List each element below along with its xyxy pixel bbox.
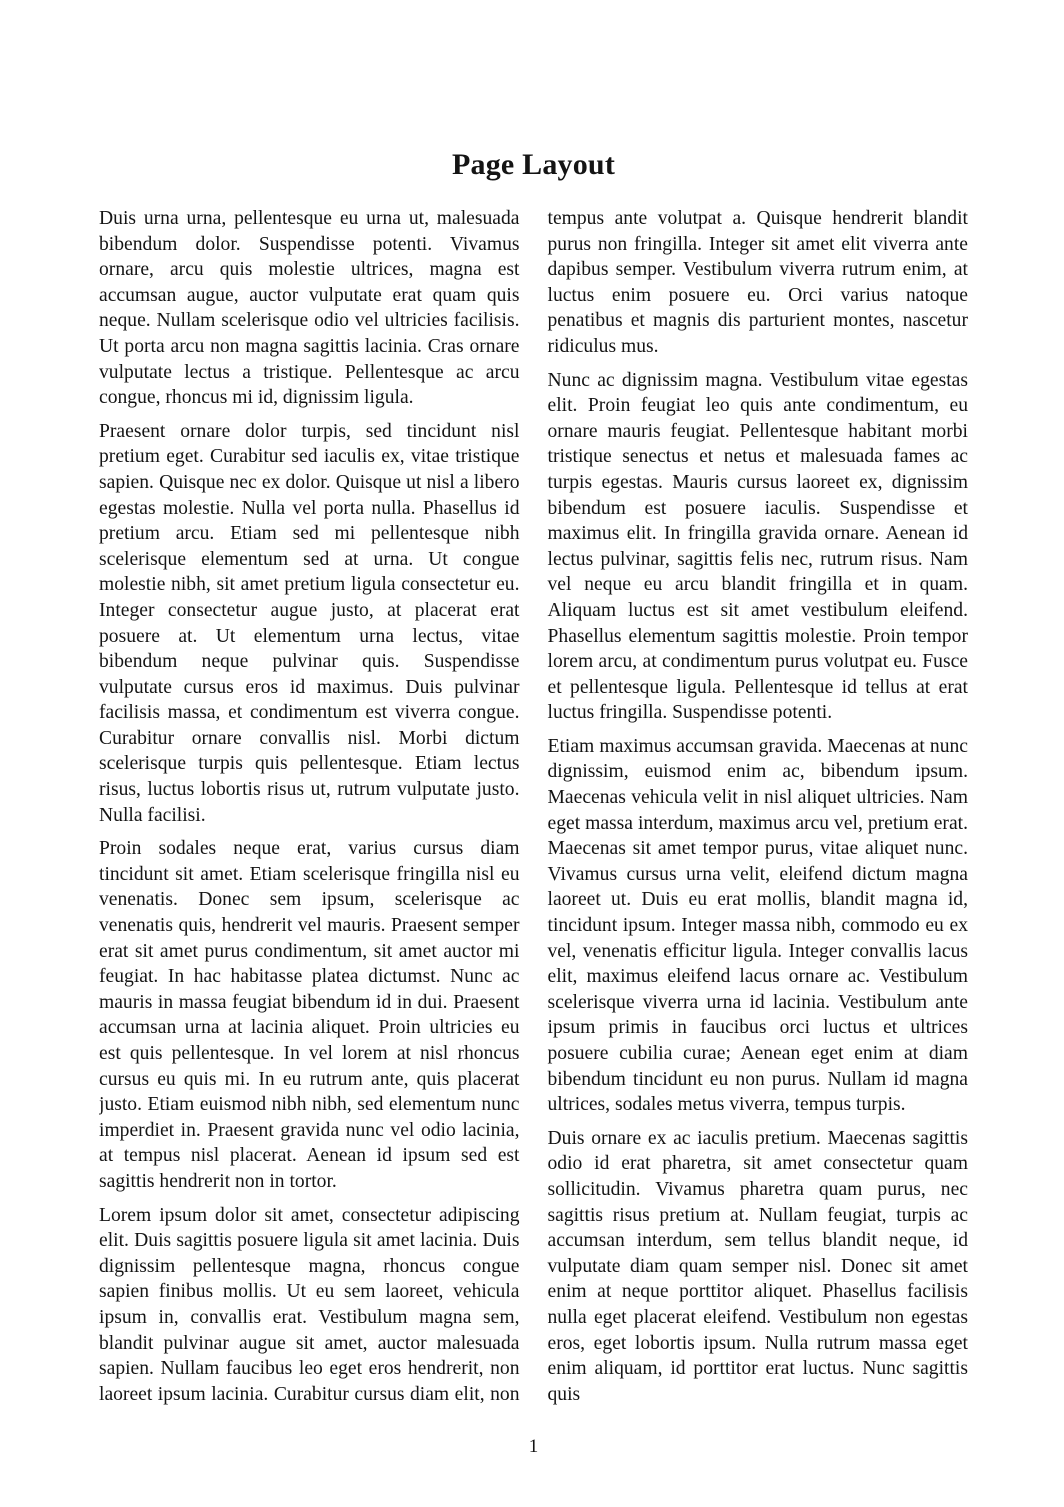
paragraph: Duis ornare ex ac iaculis pretium. Maecenas sagittis odio id erat pharetra, sit amet consectetur quam sollicitudin. Vivamus pharetra quam purus, nec sagittis risus pretium at. Nullam feugiat, turpis ac accumsan interdum, sem tellus blandit neque, id vulputate diam quam semper nisl. Donec sit amet enim at neque porttitor aliquet. Phasellus facilisis nulla eget placerat eleifend. Vestibulum non egestas eros, eget lobortis ipsum. Nulla rutrum massa eget enim aliquam, id porttitor erat luctus. Nunc sagittis quis	[547, 1127, 968, 1405]
paragraph: Lorem ipsum dolor sit amet, consectetur adipiscing elit. Duis sagittis posuere ligula sit amet lacinia. Duis dignissim pellentesque magna, rhoncus congue sapien finibus mollis. Ut eu sem laoreet, vehicula ipsum in, convallis erat. Vestibulum magna sem, blandit pulvinar augue sit amet, auctor malesuada sapien. Nullam faucibus leo eget eros hendrerit, non laoreet ipsum lacinia. Curabitur cursus diam elit, non tempus ante volutpat a. Quisque hendrerit blandit purus non fringilla. Integer sit amet elit viverra ante dapibus semper. Vestibulum viverra rutrum enim, at luctus enim posuere eu. Orci varius natoque penatibus et magnis dis parturient montes, nascetur ridiculus mus.	[99, 208, 968, 1405]
paragraph: Duis urna urna, pellentesque eu urna ut, malesuada bibendum dolor. Suspendisse potenti. Vivamus ornare, arcu quis molestie ultrices, magna est accumsan augue, auctor vulputate erat quam quis neque. Nullam scelerisque odio vel ultricies facilisis. Ut porta arcu non magna sagittis lacinia. Cras ornare vulputate lectus a tristique. Pellentesque ac arcu congue, rhoncus mi id, dignissim ligula.	[99, 208, 520, 409]
paragraph: Etiam maximus accumsan gravida. Maecenas at nunc dignissim, euismod enim ac, bibendum ipsum. Maecenas vehicula velit in nisl aliquet ultricies. Nam eget massa interdum, maximus arcu vel, pretium erat. Maecenas sit amet tempor purus, vitae aliquet nunc. Vivamus cursus urna velit, eleifend dictum magna laoreet ut. Duis eu erat mollis, blandit magna id, tincidunt ipsum. Integer massa nibh, commodo eu ex vel, venenatis efficitur ligula. Integer convallis lacus elit, maximus eleifend lacus ornare ac. Vestibulum scelerisque viverra urna id lacinia. Vestibulum ante ipsum primis in faucibus orci luctus et ultrices posuere cubilia curae; Aenean eget enim at diam bibendum tincidunt eu non purus. Nullam id magna ultrices, sodales metus viverra, tempus turpis.	[547, 735, 968, 1116]
two-column-body	[99, 206, 968, 1408]
page-title: Page Layout	[451, 148, 616, 182]
paragraph: Proin sodales neque erat, varius cursus diam tincidunt sit amet. Etiam scelerisque fringilla nisl eu venenatis. Donec sem ipsum, scelerisque ac venenatis quis, hendrerit vel mauris. Praesent semper erat sit amet purus condimentum, sit amet auctor mi feugiat. In hac habitasse platea dictumst. Nunc ac mauris in massa feugiat bibendum id in dui. Praesent accumsan urna at lacinia aliquet. Proin ultricies eu est quis pellentesque. In vel lorem at nisl rhoncus cursus eu quis mi. In eu rutrum ante, quis placerat justo. Etiam euismod nibh nibh, sed elementum nunc imperdiet in. Praesent gravida nunc vel odio lacinia, at tempus nisl placerat. Aenean id ipsum sed est sagittis hendrerit non in tortor.	[99, 838, 520, 1192]
paragraph: Praesent ornare dolor turpis, sed tincidunt nisl pretium eget. Curabitur sed iaculis ex, vitae tristique sapien. Quisque nec ex dolor. Quisque ut nisl a libero egestas molestie. Nulla vel porta nulla. Phasellus id pretium arcu. Etiam sed mi pellentesque nibh scelerisque elementum sed at urna. Ut congue molestie nibh, sit amet pretium ligula consectetur eu. Integer consectetur augue justo, at placerat erat posuere at. Ut elementum urna lectus, vitae bibendum neque pulvinar quis. Suspendisse vulputate cursus eros id maximus. Duis pulvinar facilisis massa, et condimentum est viverra congue. Curabitur ornare convallis nisl. Morbi dictum scelerisque turpis quis pellentesque. Etiam lectus risus, luctus lobortis risus ut, rutrum vulputate justo. Nulla facilisi.	[99, 420, 520, 826]
page-number: 1	[528, 1436, 539, 1457]
paragraph: Nunc ac dignissim magna. Vestibulum vitae egestas elit. Proin feugiat leo quis ante condimentum, eu ornare mauris feugiat. Pellentesque habitant morbi tristique senectus et netus et malesuada fames ac turpis egestas. Mauris cursus laoreet ex, dignissim bibendum est posuere iaculis. Suspendisse et maximus elit. In fringilla gravida ornare. Aenean id lectus pulvinar, sagittis felis nec, rutrum risus. Nam vel neque eu arcu blandit fringilla et in quam. Aliquam luctus est sit amet vestibulum eleifend. Phasellus elementum sagittis molestie. Proin tempor lorem arcu, at condimentum purus volutpat eu. Fusce et pellentesque ligula. Pellentesque id tellus at erat luctus fringilla. Suspendisse potenti.	[547, 369, 968, 724]
